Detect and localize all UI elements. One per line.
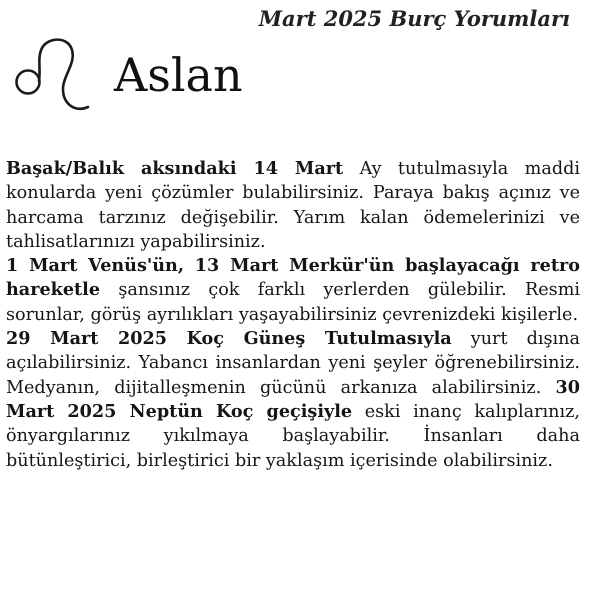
page-header-title: Mart 2025 Burç Yorumları <box>258 6 570 31</box>
body-text-segment: Ay tutulmasıyla maddi konularda yeni çözümler bulabilirsiniz. Paraya bakış açınız ve harcama tarzınız değişebilir. Yarım kalan ödemelerinizi ve tahlisatlarınızı yapabilirsiniz. <box>6 159 580 252</box>
highlight-text: Başak/Balık aksındaki 14 Mart <box>6 158 344 179</box>
paragraph <box>6 157 580 254</box>
sign-name: Aslan <box>114 48 243 102</box>
body-text-segment: eski inanç kalıplarınız, önyargılarınız yıkılmaya başlayabilir. İnsanları daha bütünleştirici, birleştirici bir yaklaşım içerisinde olabilirsiniz. <box>6 401 580 471</box>
body-text-segment: şansınız çok farklı yerlerden gülebilir. Resmi sorunlar, görüş ayrılıkları yaşayabilirsiniz çevrenizdeki kişilerle. <box>6 280 580 325</box>
highlight-text: 29 Mart 2025 Koç Güneş Tutulmasıyla <box>6 328 452 350</box>
highlight-text: 30 Mart 2025 Neptün Koç geçişiyle <box>6 376 580 422</box>
horoscope-body <box>6 157 580 473</box>
sign-header <box>8 30 243 120</box>
leo-symbol-icon <box>8 29 100 121</box>
body-text-segment: yurt dışına açılabilirsiniz. Yabancı insanlardan yeni şeyler öğrenebilirsiniz. Medyanın, dijitalleşmenin gücünü arkanıza alabilirsiniz. <box>6 329 580 398</box>
paragraph <box>6 254 580 327</box>
highlight-text: 1 Mart Venüs'ün, 13 Mart Merkür'ün başlayacağı retro hareketle <box>6 255 580 301</box>
paragraph <box>6 327 580 473</box>
